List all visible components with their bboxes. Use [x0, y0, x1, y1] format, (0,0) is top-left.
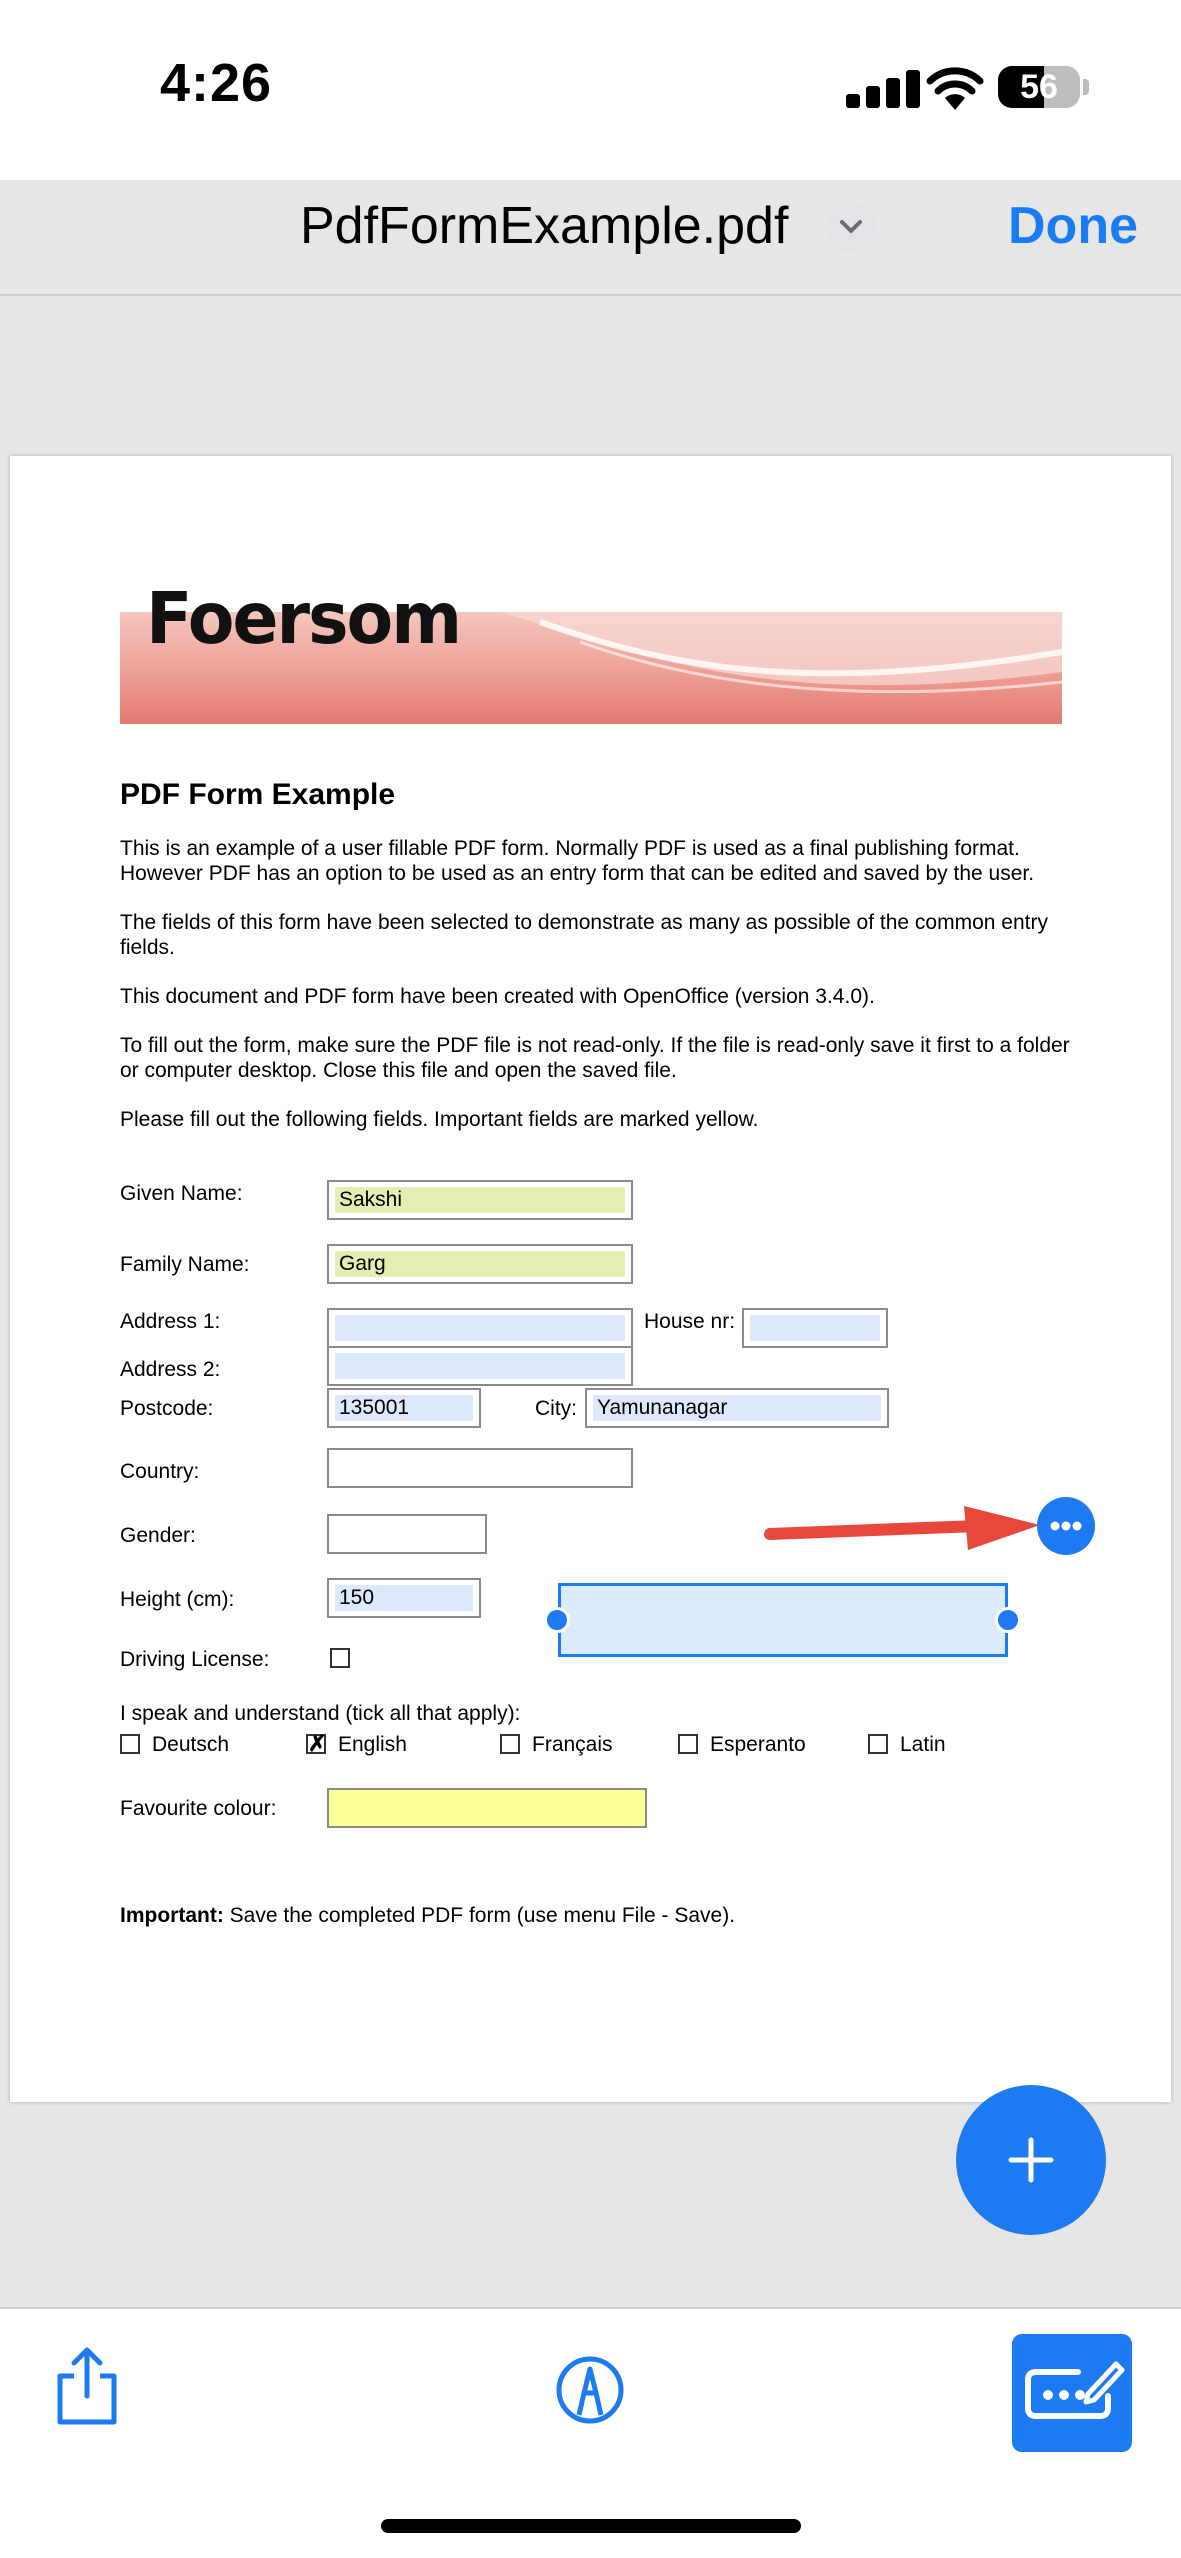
city-field[interactable]	[585, 1388, 889, 1428]
battery-icon	[998, 66, 1080, 108]
languages-prompt: I speak and understand (tick all that apply):	[120, 1702, 521, 1725]
paragraph-openoffice: This document and PDF form have been created with OpenOffice (version 3.4.0).	[120, 985, 875, 1008]
document-title[interactable]: PdfFormExample.pdf	[300, 197, 789, 255]
document-heading: PDF Form Example	[120, 778, 396, 811]
paragraph-intro: This is an example of a user fillable PDF form. Normally PDF is used as a final publishing format. However PDF has an option to be used as an entry form that can be edited and saved by the user.	[120, 837, 1035, 885]
done-button[interactable]: Done	[1008, 197, 1138, 255]
language-checkbox-1[interactable]: ✗	[308, 1731, 327, 1756]
house-nr-value	[750, 1315, 880, 1341]
address2-value	[335, 1353, 625, 1379]
family-name-field[interactable]	[327, 1244, 633, 1284]
house-nr-label: House nr:	[644, 1310, 736, 1333]
language-label-3: Esperanto	[710, 1733, 806, 1756]
city-label: City:	[535, 1397, 577, 1420]
language-label-2: Français	[532, 1733, 613, 1756]
height-label: Height (cm):	[120, 1588, 235, 1611]
address1-value	[335, 1315, 625, 1341]
language-checkbox-2[interactable]	[500, 1734, 520, 1754]
language-label-0: Deutsch	[152, 1733, 230, 1756]
selected-new-text-field[interactable]	[558, 1583, 1008, 1657]
driving-license-checkbox[interactable]	[330, 1648, 350, 1668]
language-checkbox-4[interactable]	[868, 1734, 888, 1754]
wifi-icon	[925, 64, 985, 112]
address1-label: Address 1:	[120, 1310, 221, 1333]
language-checkbox-0[interactable]	[120, 1734, 140, 1754]
given-name-field[interactable]	[327, 1180, 633, 1220]
gender-label: Gender:	[120, 1524, 196, 1547]
share-icon[interactable]	[52, 2346, 122, 2426]
address1-field[interactable]	[327, 1308, 633, 1348]
title-menu-chevron-icon[interactable]	[826, 202, 876, 252]
city-value: Yamunanagar	[593, 1395, 881, 1421]
postcode-value: 135001	[335, 1395, 473, 1421]
resize-handle-left[interactable]	[544, 1607, 570, 1633]
gender-field[interactable]	[327, 1514, 487, 1554]
family-name-value: Garg	[335, 1251, 625, 1277]
status-time: 4:26	[160, 53, 273, 113]
driving-license-label: Driving License:	[120, 1648, 270, 1671]
language-checkbox-3[interactable]	[678, 1734, 698, 1754]
language-label-1: English	[338, 1733, 407, 1756]
form-fields-button[interactable]	[1012, 2334, 1132, 2452]
paragraph-fill-out: Please fill out the following fields. Important fields are marked yellow.	[120, 1108, 759, 1131]
ellipsis-icon	[1037, 1497, 1095, 1555]
paragraph-fields: The fields of this form have been selected to demonstrate as many as possible of the common entry fields.	[120, 911, 1048, 959]
address2-field[interactable]	[327, 1348, 633, 1386]
important-note-text: Save the completed PDF form (use menu File - Save).	[223, 1904, 736, 1927]
height-field[interactable]	[327, 1578, 481, 1618]
header-divider	[0, 294, 1181, 296]
foersom-logo: Foersom	[146, 578, 461, 661]
battery-tip	[1083, 79, 1089, 95]
favourite-colour-label: Favourite colour:	[120, 1797, 277, 1820]
family-name-label: Family Name:	[120, 1253, 250, 1276]
given-name-value: Sakshi	[335, 1187, 625, 1213]
important-note	[120, 1904, 735, 1928]
house-nr-field[interactable]	[742, 1308, 888, 1348]
given-name-label: Given Name:	[120, 1182, 243, 1205]
add-button[interactable]	[956, 2085, 1106, 2235]
address2-label: Address 2:	[120, 1358, 221, 1381]
postcode-label: Postcode:	[120, 1397, 214, 1420]
plus-icon	[956, 2085, 1106, 2235]
height-value: 150	[335, 1585, 473, 1611]
form-field-icon	[1012, 2334, 1132, 2452]
postcode-field[interactable]	[327, 1388, 481, 1428]
markup-pen-icon[interactable]	[555, 2355, 625, 2425]
country-label: Country:	[120, 1460, 200, 1483]
more-options-button[interactable]	[1037, 1497, 1095, 1555]
favourite-colour-field[interactable]	[327, 1788, 647, 1828]
home-indicator	[381, 2519, 801, 2533]
paragraph-instructions: To fill out the form, make sure the PDF file is not read-only. If the file is read-only save it first to a folder or computer desktop. Close this file and open the saved file.	[120, 1034, 1070, 1082]
battery-percentage: 56	[1020, 68, 1058, 106]
language-label-4: Latin	[900, 1733, 946, 1756]
cellular-signal-icon	[846, 70, 926, 108]
annotation-arrow	[764, 1500, 1044, 1560]
resize-handle-right[interactable]	[995, 1607, 1021, 1633]
country-field[interactable]	[327, 1448, 633, 1488]
important-note-bold: Important:	[120, 1904, 224, 1927]
